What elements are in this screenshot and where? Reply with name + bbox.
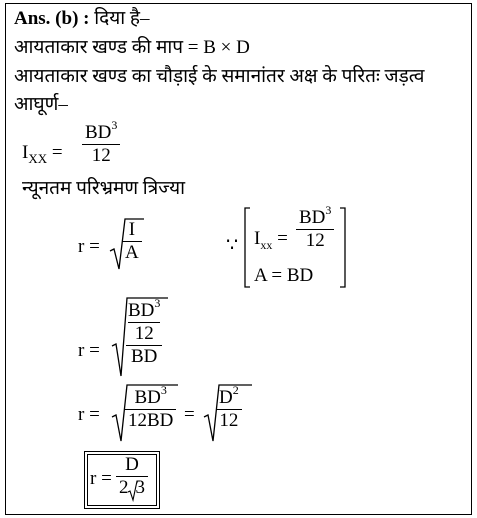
since-symbol: ∵ xyxy=(226,235,239,256)
since-area: A = BD xyxy=(254,265,314,286)
answer-header: Ans. (b) : दिया है– xyxy=(14,8,150,29)
ixx-lhs: $I_{XX}$ = xyxy=(22,142,63,166)
r-final-lhs: r = xyxy=(90,468,112,489)
since-ixx-lhs: $I_{xx}$ = xyxy=(254,228,288,252)
r-eq-3-lhs: r = xyxy=(78,404,100,425)
given-text: दिया है– xyxy=(94,8,150,29)
moment-line: आयताकार खण्ड का चौड़ाई के समानांतर अक्ष के परितः जड़त्व xyxy=(14,66,425,87)
sqrt-sign xyxy=(127,480,141,502)
r-final-fraction: D 2 3 xyxy=(116,454,148,499)
r-eq-3-fraction-2: $D^2$ 12 xyxy=(216,387,242,432)
radius-label: न्यूनतम परिभ्रमण त्रिज्या xyxy=(22,178,186,199)
equals-sign: = xyxy=(184,404,195,425)
r-eq-3-fraction: $BD^3$ 12BD xyxy=(125,387,176,432)
dimension-line: आयताकार खण्ड की माप = B × D xyxy=(14,37,250,58)
moment-line-cont: आघूर्ण– xyxy=(14,94,68,115)
r-eq-2-lhs: r = xyxy=(78,340,100,361)
r-eq-2-fraction: $BD^3$ 12 BD xyxy=(128,295,161,367)
r-eq-1-lhs: r = xyxy=(78,236,100,257)
since-ixx-fraction: $BD^3$ 12 xyxy=(296,207,334,252)
r-eq-1-fraction: I A xyxy=(122,219,142,264)
answer-label: Ans. (b) xyxy=(14,8,79,29)
ixx-fraction: $BD^3$ 12 xyxy=(82,122,120,167)
